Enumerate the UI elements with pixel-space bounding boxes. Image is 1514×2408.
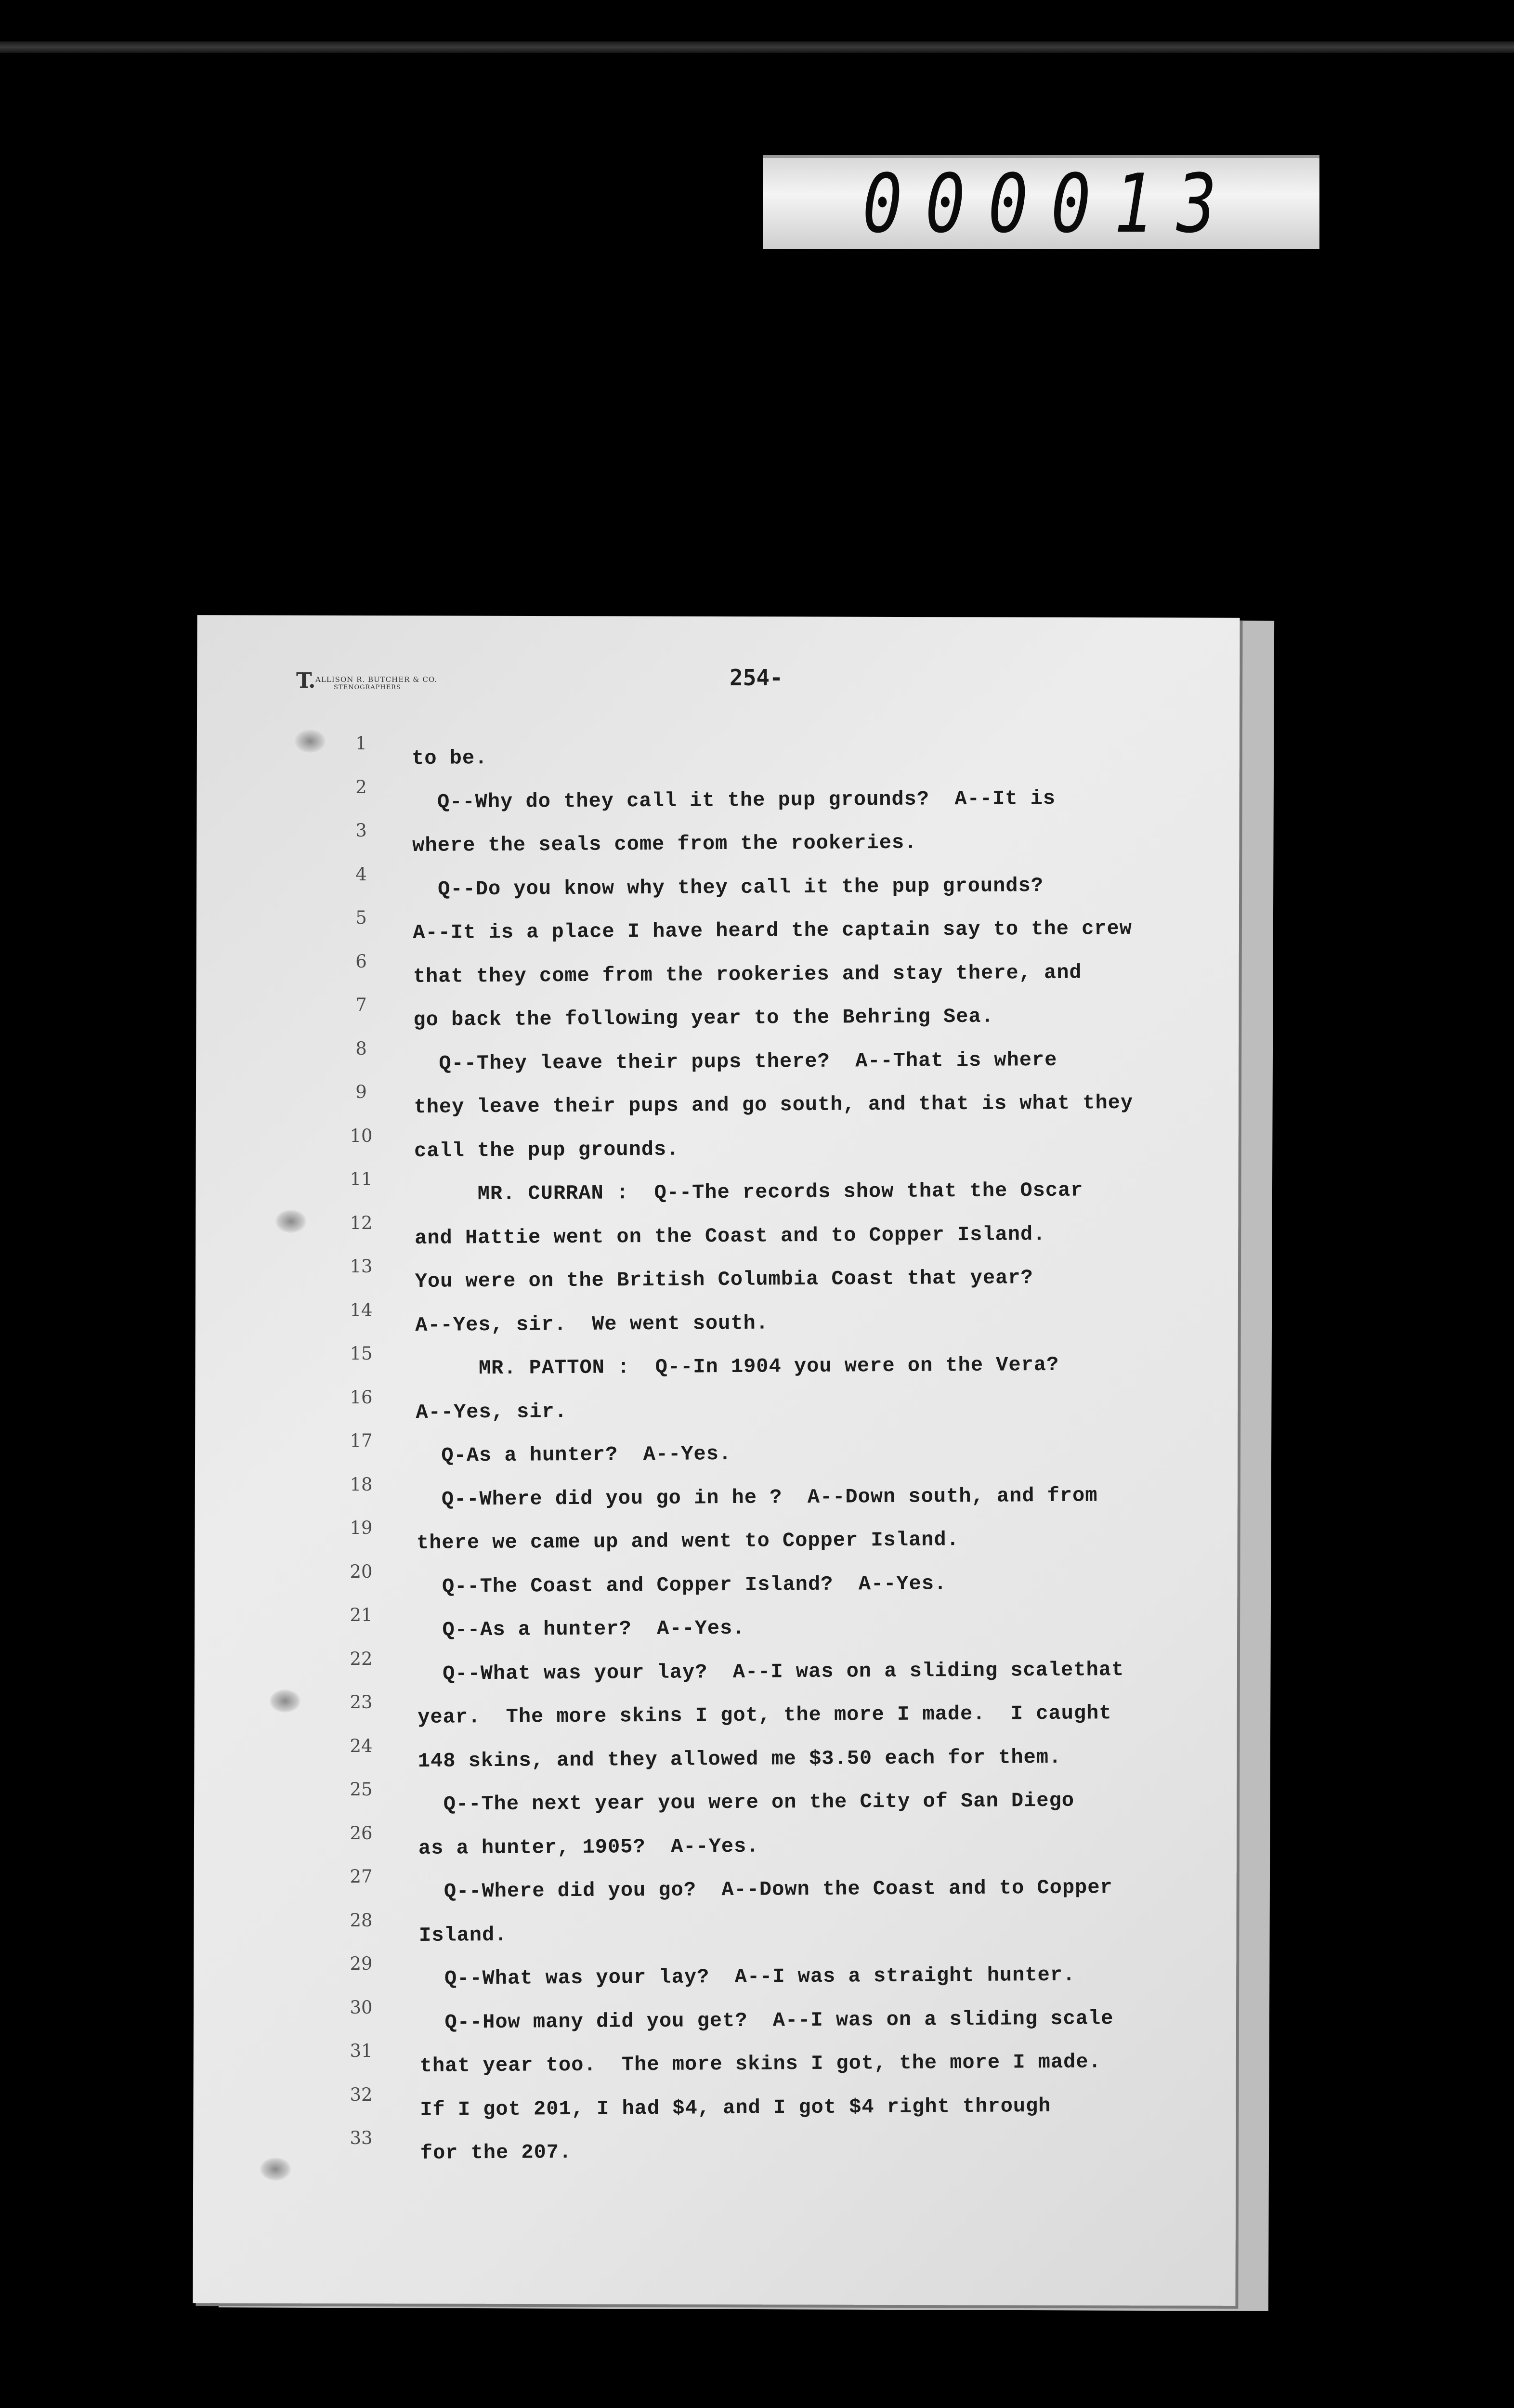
frame-counter-label [763, 155, 1319, 249]
transcript-line: Q--As a hunter? A--Yes. [417, 1616, 745, 1642]
transcript-line: call the pup grounds. [414, 1138, 679, 1163]
film-top-border [0, 41, 1514, 53]
punch-hole [295, 730, 326, 753]
line-number: 15 [350, 1343, 373, 1364]
transcript-line: MR. CURRAN : Q--The records show that the Oscar [414, 1178, 1083, 1206]
line-number: 16 [350, 1387, 373, 1408]
line-number: 12 [350, 1212, 373, 1233]
transcript-line: Q--What was your lay? A--I was a straight hunter. [419, 1963, 1076, 1990]
line-number: 24 [350, 1735, 373, 1756]
transcript-line: Q-As a hunter? A--Yes. [416, 1442, 732, 1467]
line-number: 30 [350, 1997, 373, 2018]
line-number: 22 [350, 1648, 373, 1669]
line-number: 4 [355, 864, 367, 885]
page-number: 254- [730, 665, 783, 691]
line-number: 14 [350, 1299, 373, 1321]
line-number: 19 [350, 1518, 373, 1538]
transcript-line: A--Yes, sir. [416, 1400, 568, 1424]
line-number: 21 [350, 1605, 373, 1625]
transcript-line: for the 207. [420, 2141, 572, 2165]
line-number: 9 [355, 1082, 367, 1102]
transcript-line: Q--Where did you go in he ? A--Down south, and from [416, 1483, 1098, 1511]
transcript-line: Q--The next year you were on the City of San Diego [418, 1789, 1075, 1816]
line-number: 31 [350, 2041, 373, 2061]
line-number: 11 [350, 1169, 373, 1190]
transcript-line: Q--Where did you go? A--Down the Coast and to Copper [418, 1876, 1113, 1903]
letterhead-firm: ALLISON R. BUTCHER & CO. [315, 675, 437, 684]
line-number: 26 [350, 1822, 373, 1844]
line-number: 29 [350, 1953, 373, 1974]
transcript-line: and Hattie went on the Coast and to Copper Island. [415, 1222, 1046, 1250]
transcript-line: there we came up and went to Copper Island. [416, 1528, 959, 1555]
line-number: 28 [350, 1910, 373, 1931]
line-number: 13 [350, 1256, 373, 1277]
line-number: 32 [350, 2084, 373, 2105]
transcript-line: Q--Do you know why they call it the pup grounds? [412, 874, 1044, 901]
transcript-line: Island. [418, 1923, 508, 1947]
line-number: 2 [355, 776, 367, 798]
transcript-line: You were on the British Columbia Coast that year? [415, 1266, 1033, 1293]
transcript-line: as a hunter, 1905? A--Yes. [418, 1834, 759, 1860]
line-number-column [337, 733, 385, 2172]
transcript-line: year. The more skins I got, the more I made. I caught [418, 1701, 1112, 1729]
line-number: 6 [355, 951, 367, 972]
transcript-line: Q--The Coast and Copper Island? A--Yes. [417, 1571, 947, 1598]
transcript-line: they leave their pups and go south, and that is what they [414, 1091, 1134, 1119]
transcript-line: go back the following year to the Behring Sea. [413, 1005, 994, 1032]
transcript-line: Q--They leave their pups there? A--That is where [413, 1048, 1057, 1075]
line-number: 27 [350, 1866, 373, 1887]
line-number: 17 [350, 1430, 373, 1451]
transcript-line: MR. PATTON : Q--In 1904 you were on the Vera? [415, 1353, 1059, 1380]
line-number: 1 [355, 733, 367, 754]
line-number: 8 [355, 1038, 367, 1059]
transcript-body [412, 744, 1191, 2187]
line-number: 3 [355, 820, 367, 841]
punch-hole [260, 2158, 291, 2181]
line-number: 25 [350, 1779, 373, 1800]
transcript-line: where the seals come from the rookeries. [412, 831, 917, 857]
punch-hole [270, 1689, 300, 1713]
line-number: 7 [355, 995, 367, 1015]
transcript-line: A--It is a place I have heard the captain say to the crew [413, 916, 1133, 944]
letterhead [296, 668, 437, 693]
transcript-line: that they come from the rookeries and stay there, and [413, 961, 1082, 988]
line-number: 23 [350, 1692, 373, 1713]
transcript-line: If I got 201, I had $4, and I got $4 right through [420, 2094, 1051, 2121]
line-number: 5 [355, 907, 367, 928]
letterhead-initial: T. [296, 668, 315, 693]
line-number: 20 [350, 1561, 373, 1582]
transcript-line: that year too. The more skins I got, the more I made. [419, 2050, 1101, 2078]
line-number: 10 [350, 1125, 373, 1146]
line-number: 33 [350, 2128, 373, 2148]
transcript-line: to be. [411, 746, 488, 770]
transcript-line: Q--How many did you get? A--I was on a sliding scale [419, 2006, 1114, 2034]
transcript-line: 148 skins, and they allowed me $3.50 each for them. [418, 1745, 1062, 1773]
punch-hole [275, 1210, 306, 1233]
transcript-line: Q--Why do they call it the pup grounds? A--It is [412, 786, 1056, 814]
transcript-line: A--Yes, sir. We went south. [415, 1311, 769, 1337]
frame-counter: 000013 [862, 156, 1240, 251]
line-number: 18 [350, 1474, 373, 1495]
transcript-line: Q--What was your lay? A--I was on a sliding scalethat [417, 1658, 1124, 1686]
letterhead-role: STENOGRAPHERS [334, 684, 401, 691]
